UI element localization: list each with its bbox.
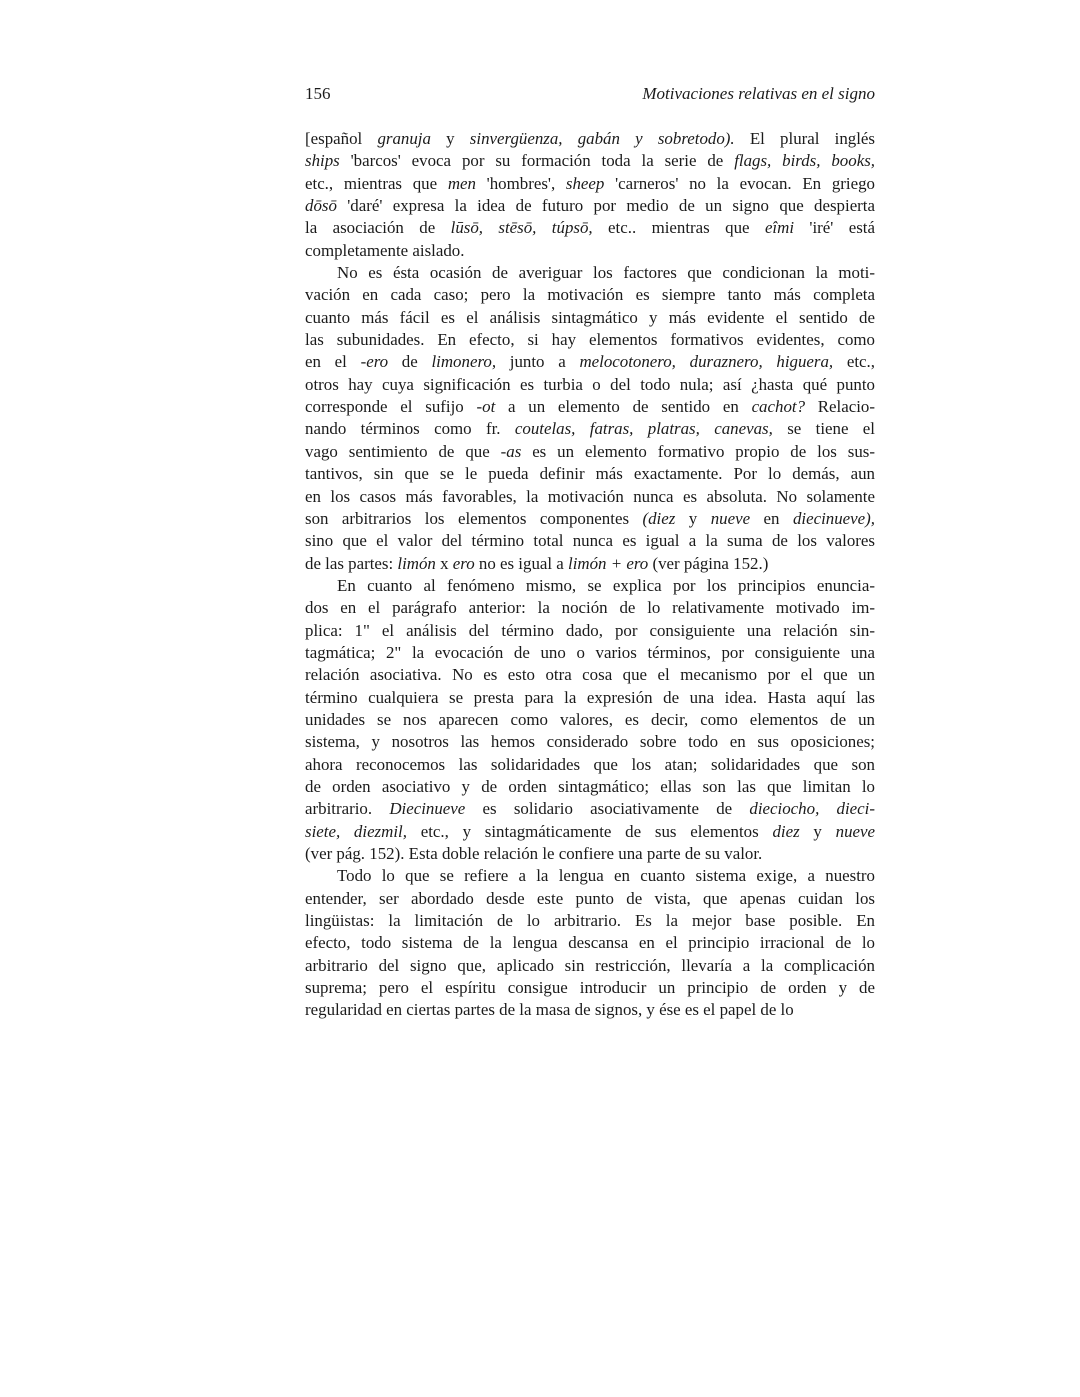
text-run: 'barcos' evoca por su formación toda la serie de bbox=[339, 151, 735, 171]
text-line bbox=[305, 441, 875, 463]
text-run: término cualquiera se presta para la expresión de una idea. Hasta aquí las bbox=[305, 687, 875, 707]
text-line bbox=[305, 798, 875, 820]
text-run: efecto, todo sistema de la lengua descansa en el principio irracional de lo bbox=[305, 933, 875, 953]
text-run: arbitrario del signo que, aplicado sin restricción, llevaría a la complicación bbox=[305, 955, 875, 975]
text-line bbox=[305, 262, 875, 284]
text-line bbox=[305, 173, 875, 195]
body-text bbox=[305, 128, 875, 1022]
text-run: vago sentimiento de que bbox=[305, 441, 501, 461]
text-line bbox=[305, 418, 875, 440]
text-line bbox=[305, 910, 875, 932]
italic-text-run: (diez bbox=[642, 508, 676, 528]
text-run: No es ésta ocasión de averiguar los factores que condicionan la moti- bbox=[337, 263, 875, 283]
text-run: relación asociativa. No es esto otra cosa que el mecanismo por el que un bbox=[305, 665, 875, 685]
text-line bbox=[305, 709, 875, 731]
text-run: en el bbox=[305, 352, 361, 372]
text-line bbox=[305, 776, 875, 798]
italic-text-run: ero bbox=[452, 553, 475, 573]
italic-text-run: diecinueve), bbox=[792, 508, 875, 528]
text-line bbox=[305, 530, 875, 552]
text-run: [español bbox=[305, 129, 378, 148]
italic-text-run: nueve bbox=[710, 508, 751, 528]
text-line bbox=[305, 642, 875, 664]
text-run: otros hay cuya significación es turbia o del todo nula; así ¿hasta qué punto bbox=[305, 374, 875, 394]
text-line bbox=[305, 128, 875, 150]
text-run: arbitrario. bbox=[305, 799, 390, 819]
text-run: son arbitrarios los elementos componentes bbox=[305, 508, 643, 528]
italic-text-run: lūsō, stēsō, túpsō, bbox=[450, 218, 593, 238]
page-number: 156 bbox=[305, 84, 331, 103]
text-run: ahora reconocemos las solidaridades que los atan; solidaridades que son bbox=[305, 754, 875, 774]
italic-text-run: siete, diezmil, bbox=[305, 821, 407, 841]
italic-text-run: diez bbox=[772, 821, 800, 841]
italic-text-run: cachot? bbox=[751, 397, 806, 417]
text-line bbox=[305, 932, 875, 954]
text-line bbox=[305, 150, 875, 172]
text-line bbox=[305, 999, 875, 1021]
text-line bbox=[305, 865, 875, 887]
italic-text-run: Diecinueve bbox=[389, 799, 466, 819]
text-line bbox=[305, 731, 875, 753]
text-line bbox=[305, 977, 875, 999]
text-run: cuanto más fácil es el análisis sintagmático y más evidente el sentido de bbox=[305, 307, 875, 327]
text-run: etc.. mientras que bbox=[592, 218, 765, 238]
text-line bbox=[305, 486, 875, 508]
text-line bbox=[305, 843, 875, 865]
text-line bbox=[305, 307, 875, 329]
text-run: sino que el valor del término total nunca es igual a la suma de los valores bbox=[305, 531, 875, 551]
italic-text-run: -as bbox=[500, 441, 522, 461]
italic-text-run: limón bbox=[397, 553, 436, 573]
italic-text-run: -ero bbox=[360, 352, 389, 372]
italic-text-run: men bbox=[447, 173, 476, 193]
text-run: vación en cada caso; pero la motivación es siempre tanto más completa bbox=[305, 285, 875, 305]
text-run: regularidad en ciertas partes de la masa de signos, y ése es el papel de lo bbox=[305, 1000, 794, 1020]
text-run: no es igual a bbox=[474, 553, 569, 573]
text-line bbox=[305, 195, 875, 217]
italic-text-run: sheep bbox=[565, 173, 605, 193]
text-run: etc., mientras que bbox=[305, 173, 448, 193]
text-run: dos en el parágrafo anterior: la noción de lo relativamente motivado im- bbox=[305, 598, 875, 618]
text-run: las subunidades. En efecto, si hay elementos formativos evidentes, como bbox=[305, 330, 875, 350]
italic-text-run: granuja bbox=[377, 129, 431, 148]
italic-text-run: -ot bbox=[476, 397, 496, 417]
italic-text-run: melocotonero, duraznero, higuera, bbox=[579, 352, 834, 372]
italic-text-run: nueve bbox=[835, 821, 876, 841]
text-run: suprema; pero el espíritu consigue introducir un principio de orden y de bbox=[305, 978, 875, 998]
text-run: entender, ser abordado desde este punto de vista, que apenas cuidan los bbox=[305, 888, 875, 908]
text-line bbox=[305, 396, 875, 418]
italic-text-run: limón + ero bbox=[568, 553, 649, 573]
text-run: junto a bbox=[496, 352, 580, 372]
running-title: Motivaciones relativas en el signo bbox=[642, 84, 875, 103]
text-line bbox=[305, 463, 875, 485]
page-header bbox=[305, 83, 875, 105]
text-run: etc., y sintagmáticamente de sus elementos bbox=[406, 821, 773, 841]
text-line bbox=[305, 329, 875, 351]
text-line bbox=[305, 687, 875, 709]
text-line bbox=[305, 553, 875, 575]
text-run: es solidario asociativamente de bbox=[465, 799, 750, 819]
text-run: tagmática; 2" la evocación de uno o varios términos, por consiguiente una bbox=[305, 642, 875, 662]
text-line bbox=[305, 955, 875, 977]
text-run: completamente aislado. bbox=[305, 240, 465, 260]
text-line bbox=[305, 664, 875, 686]
text-run: 'hombres', bbox=[475, 173, 566, 193]
italic-text-run: limonero, bbox=[431, 352, 497, 372]
text-run: nando términos como fr. bbox=[305, 419, 515, 439]
text-run: (ver página 152.) bbox=[648, 553, 769, 573]
text-run: El plural inglés bbox=[734, 129, 876, 148]
italic-text-run: dieciocho, dieci- bbox=[749, 799, 875, 819]
text-run: en los casos más favorables, la motivación nunca es absoluta. No solamente bbox=[305, 486, 875, 506]
italic-text-run: flags, birds, books, bbox=[734, 151, 875, 171]
text-line bbox=[305, 508, 875, 530]
text-run: etc., bbox=[833, 352, 876, 372]
text-line bbox=[305, 351, 875, 373]
text-run: es un elemento formativo propio de los sus- bbox=[521, 441, 875, 461]
italic-text-run: dōsō bbox=[305, 196, 337, 216]
text-run: 'iré' está bbox=[794, 218, 875, 238]
text-line bbox=[305, 284, 875, 306]
italic-text-run: ships bbox=[305, 151, 340, 171]
text-run: y bbox=[430, 129, 470, 148]
text-run: lingüistas: la limitación de lo arbitrario. Es la mejor base posible. En bbox=[305, 911, 875, 931]
text-run: sistema, y nosotros las hemos considerado sobre todo en sus oposiciones; bbox=[305, 732, 875, 752]
text-line bbox=[305, 821, 875, 843]
text-run: (ver pág. 152). Esta doble relación le confiere una parte de su valor. bbox=[305, 844, 763, 863]
text-run: a un elemento de sentido en bbox=[495, 397, 752, 417]
text-run: plica: 1" el análisis del término dado, por consiguiente una relación sin- bbox=[305, 620, 875, 640]
italic-text-run: eîmi bbox=[764, 218, 795, 238]
text-line bbox=[305, 754, 875, 776]
text-line bbox=[305, 620, 875, 642]
text-run: en bbox=[750, 508, 793, 528]
text-run: 'carneros' no la evocan. En griego bbox=[604, 173, 875, 193]
text-run: de bbox=[388, 352, 432, 372]
text-run: y bbox=[799, 821, 836, 841]
italic-text-run: coutelas, fatras, platras, canevas, bbox=[514, 419, 773, 439]
text-run: la asociación de bbox=[305, 218, 451, 238]
text-run: Todo lo que se refiere a la lengua en cuanto sistema exige, a nuestro bbox=[337, 866, 875, 886]
text-run: En cuanto al fenómeno mismo, se explica por los principios enuncia- bbox=[337, 575, 875, 595]
text-line bbox=[305, 597, 875, 619]
text-run: 'daré' expresa la idea de futuro por medio de un signo que despierta bbox=[336, 196, 875, 216]
text-run: x bbox=[435, 553, 453, 573]
text-line bbox=[305, 217, 875, 239]
text-line bbox=[305, 374, 875, 396]
text-run: de las partes: bbox=[305, 553, 398, 573]
text-run: se tiene el bbox=[772, 419, 875, 439]
italic-text-run: sinvergüenza, gabán y sobretodo). bbox=[469, 129, 735, 148]
text-line bbox=[305, 240, 875, 262]
text-line bbox=[305, 575, 875, 597]
text-run: y bbox=[675, 508, 711, 528]
text-run: tantivos, sin que se le pueda definir más exactamente. Por lo demás, aun bbox=[305, 464, 875, 484]
text-run: corresponde el sufijo bbox=[305, 397, 477, 417]
text-run: de orden asociativo y de orden sintagmático; ellas son las que limitan lo bbox=[305, 776, 875, 796]
text-run: unidades se nos aparecen como valores, es decir, como elementos de un bbox=[305, 709, 875, 729]
text-line bbox=[305, 888, 875, 910]
text-run: Relacio- bbox=[805, 397, 876, 417]
